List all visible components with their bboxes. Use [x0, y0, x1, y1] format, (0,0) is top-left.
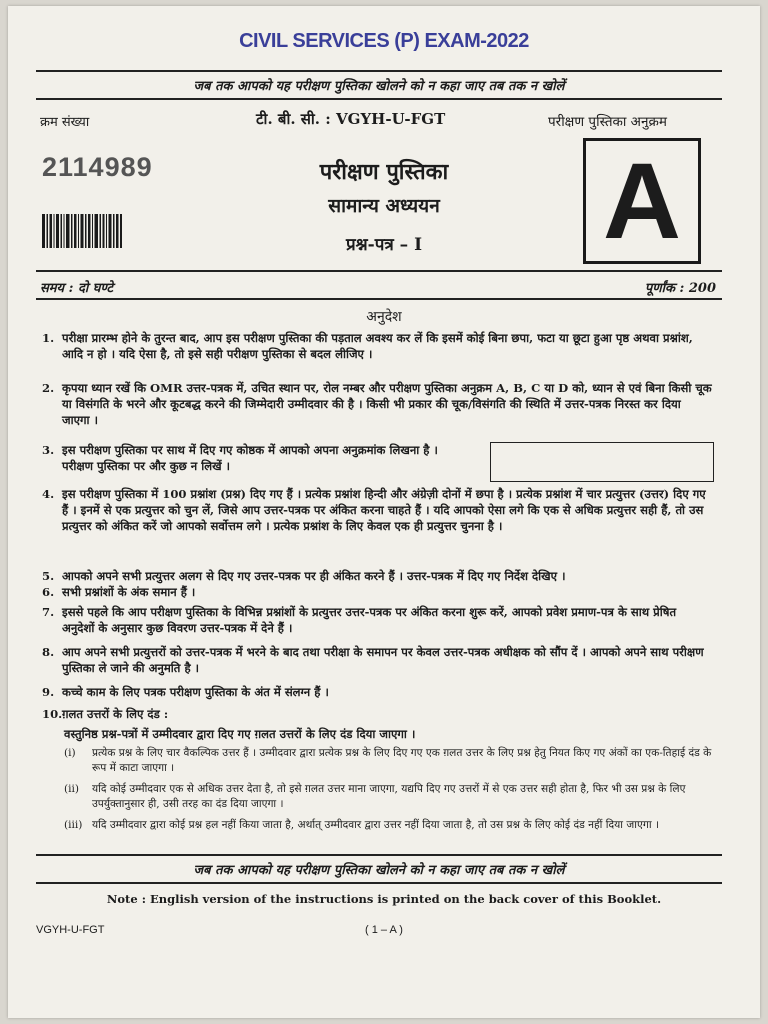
penalty-item: (iii) यदि उम्मीदवार द्वारा कोई प्रश्न हल नहीं किया जाता है, अर्थात् उम्मीदवार द्वारा उत्तर नहीं दिया जाता है, तो उस प्रश्न के लिए कोई दंड नहीं दिया जाएगा ।	[64, 819, 659, 831]
instruction-item: 9. कच्चे काम के लिए पत्रक परीक्षण पुस्तिका के अंत में संलग्न हैं ।	[42, 685, 329, 699]
divider-top	[36, 70, 722, 72]
serial-number: 2114989	[42, 152, 153, 182]
instruction-item: 3. इस परीक्षण पुस्तिका पर साथ में दिए गए कोष्ठक में आपको अपना अनुक्रमांक लिखना है । परीक्षण पुस्तिका पर और कुछ न लिखें ।	[42, 443, 438, 473]
bottom-banner: जब तक आपको यह परीक्षण पुस्तिका खोलने को न कहा जाए तब तक न खोलें	[193, 863, 565, 878]
instruction-item: 2. कृपया ध्यान रखें कि OMR उत्तर-पत्रक में, उचित स्थान पर, रोल नम्बर और परीक्षण पुस्तिका अनुक्रम A, B, C या D को, ध्यान से एवं बिना किसी चूक या विसंगति के भरने और कूटबद्ध करने की जिम्मेदारी उम्मीदवार की है । किसी भी प्रकार की चूक/विसंगति की स्थिति में उत्तर-पत्रक निरस्त कर दिया जाएगा ।	[42, 381, 712, 427]
instruction-item: 4. इस परीक्षण पुस्तिका में 100 प्रश्नांश (प्रश्न) दिए गए हैं । प्रत्येक प्रश्नांश हिन्दी और अंग्रेज़ी दोनों में छपा है । प्रत्येक प्रश्नांश में चार प्रत्युत्तर (उत्तर) दिए गए हैं । इनमें से एक प्रत्युत्तर को चुन लें, जिसे आप उत्तर-पत्रक पर अंकित करना चाहते हैं । यदि आपको ऐसा लगे कि एक से अधिक प्रत्युत्तर सही हैं, तो उस प्रत्युत्तर को अंकित करें जो आपको सर्वोत्तम लगे । प्रत्येक प्रश्नांश के लिए केवल एक ही प्रत्युत्तर चुनना है ।	[42, 487, 706, 533]
instruction-item: 10. ग़लत उत्तरों के लिए दंड :	[42, 707, 169, 721]
time-allowed: समय : दो घण्टे	[40, 281, 114, 296]
paper-title: प्रश्न-पत्र – I	[345, 235, 423, 255]
divider-banner	[36, 98, 722, 100]
divider-bottom-banner	[36, 854, 722, 856]
page-number: ( 1 – A )	[365, 924, 403, 936]
top-banner: जब तक आपको यह परीक्षण पुस्तिका खोलने को न कहा जाए तब तक न खोलें	[193, 79, 565, 94]
instructions-heading: अनुदेश	[366, 309, 402, 325]
serial-label: क्रम संख्या	[40, 115, 90, 130]
penalty-item: (i) प्रत्येक प्रश्न के लिए चार वैकल्पिक उत्तर हैं । उम्मीदवार द्वारा प्रत्येक प्रश्न के लिए दिए गए एक ग़लत उत्तर के लिए प्रश्न हेतु नियत किए गए अंकों का एक-तिहाई दंड के रूप में काटा जाएगा ।	[64, 747, 712, 774]
tbc-code: टी. बी. सी. : VGYH-U-FGT	[256, 110, 446, 128]
penalty-intro: वस्तुनिष्ठ प्रश्न-पत्रों में उम्मीदवार द्वारा दिए गए ग़लत उत्तरों के लिए दंड दिया जाएगा ।	[64, 727, 416, 741]
divider-heading	[36, 298, 722, 300]
penalty-item: (ii) यदि कोई उम्मीदवार एक से अधिक उत्तर देता है, तो इसे ग़लत उत्तर माना जाएगा, यद्यपि दिए गए उत्तरों में से एक उत्तर सही होता है, फिर भी उस प्रश्न के लिए उपर्युक्तानुसार ही, उसी तरह का दंड दिया जाएगा ।	[64, 783, 686, 810]
divider-note	[36, 882, 722, 884]
series-label: परीक्षण पुस्तिका अनुक्रम	[548, 114, 667, 130]
subject-title: सामान्य अध्ययन	[328, 195, 440, 217]
series-letter-box: A	[583, 138, 701, 264]
maximum-marks: पूर्णांक : 200	[644, 281, 716, 296]
instruction-item: 8. आप अपने सभी प्रत्युत्तरों को उत्तर-पत्रक में भरने के बाद तथा परीक्षा के समापन पर केवल उत्तर-पत्रक अधीक्षक को सौंप दें । आपको अपने साथ परीक्षण पुस्तिका ले जाने की अनुमति है ।	[42, 645, 704, 675]
exam-title: CIVIL SERVICES (P) EXAM-2022	[239, 30, 529, 52]
instruction-item: 1. परीक्षा प्रारम्भ होने के तुरन्त बाद, आप इस परीक्षण पुस्तिका की पड़ताल अवश्य कर लें कि इसमें कोई बिना छपा, फटा या छूटा हुआ पृष्ठ अथवा प्रश्नांश, आदि न हो । यदि ऐसा है, तो इसे सही परीक्षण पुस्तिका से बदल लीजिए ।	[42, 331, 693, 361]
exam-booklet-page	[8, 6, 760, 1018]
instruction-item: 7. इससे पहले कि आप परीक्षण पुस्तिका के विभिन्न प्रश्नांशों के प्रत्युत्तर उत्तर-पत्रक पर अंकित करना शुरू करें, आपको प्रवेश प्रमाण-पत्र के साथ प्रेषित अनुदेशों के अनुसार कुछ विवरण उत्तर-पत्रक में देने हैं ।	[42, 605, 677, 635]
roll-number-box[interactable]	[490, 442, 714, 482]
instruction-item: 5. आपको अपने सभी प्रत्युत्तर अलग से दिए गए उत्तर-पत्रक पर ही अंकित करने हैं । उत्तर-पत्रक में दिए गए निर्देश देखिए ।	[42, 569, 566, 583]
english-note: Note : English version of the instructions is printed on the back cover of this Booklet.	[106, 892, 662, 906]
instruction-item: 6. सभी प्रश्नांशों के अंक समान हैं ।	[42, 585, 196, 599]
divider-time	[36, 270, 722, 272]
booklet-title: परीक्षण पुस्तिका	[319, 159, 449, 185]
booklet-code: VGYH-U-FGT	[36, 924, 105, 936]
